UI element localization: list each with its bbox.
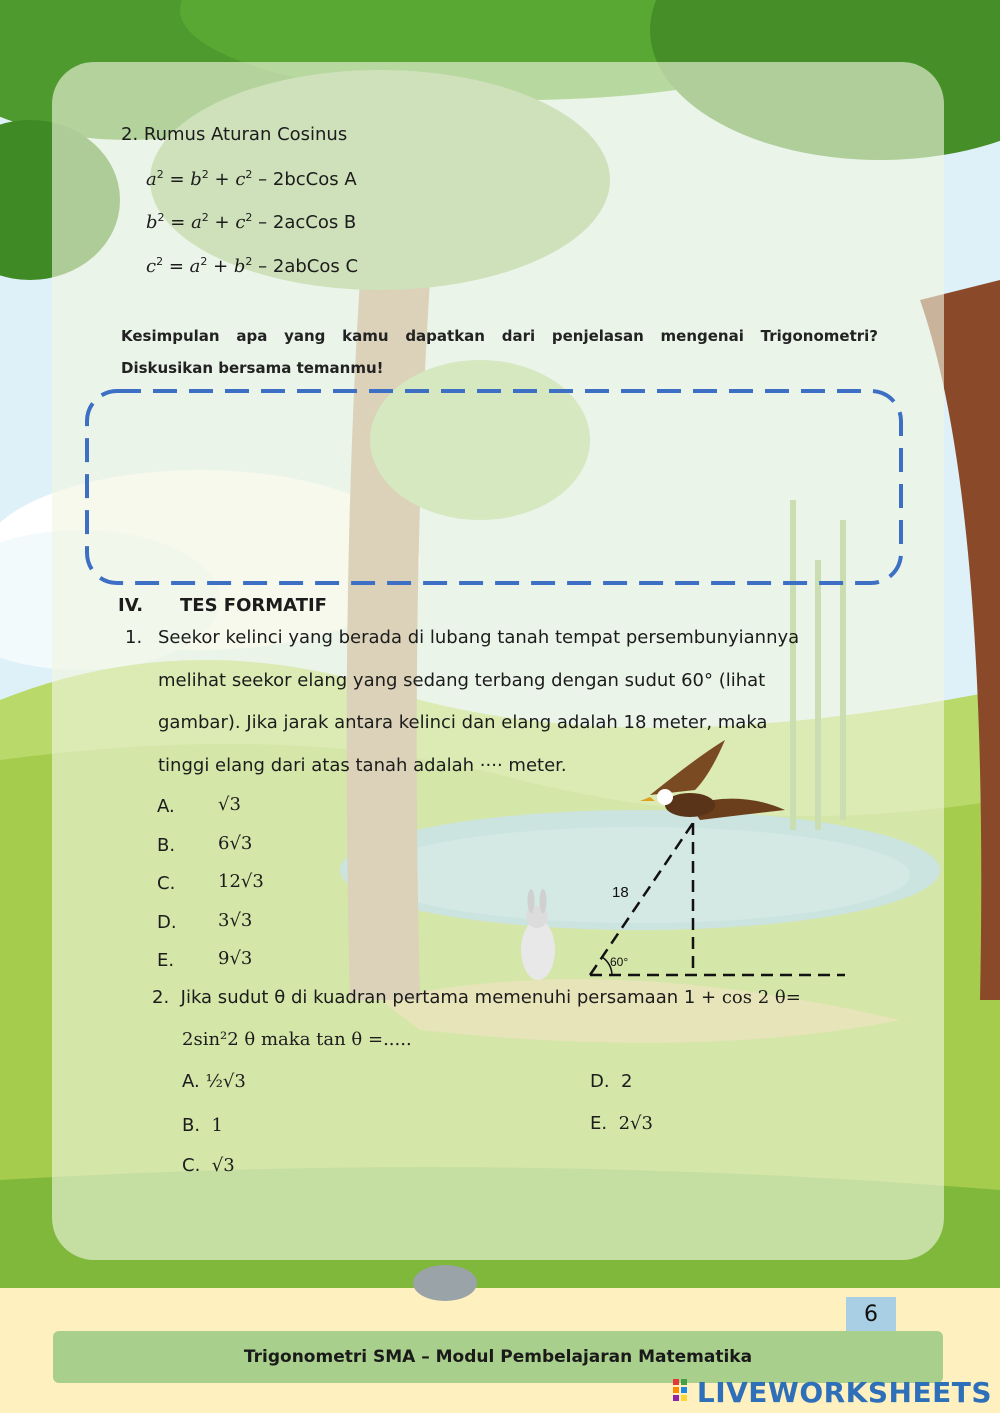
section-title-formative-test: IV. TES FORMATIF: [118, 595, 327, 616]
question-1-diagram: [500, 735, 860, 995]
question-1-text-line: Seekor kelinci yang berada di lubang tanah tempat persembunyiannya: [158, 627, 800, 648]
option-label: E.: [157, 950, 175, 971]
liveworksheets-logo[interactable]: LIVEWORKSHEETS: [673, 1376, 992, 1409]
option-value: √3: [218, 794, 241, 815]
option-value: 12√3: [218, 871, 264, 892]
option-label: B.: [157, 835, 176, 856]
question-2-text-line: 2sin²2 θ maka tan θ =.....: [182, 1029, 412, 1050]
liveworksheets-logo-icon: [673, 1379, 695, 1405]
hypotenuse-line: [590, 823, 693, 975]
option-value: 3√3: [218, 910, 253, 931]
question-2-option-a[interactable]: A. ½√3: [182, 1071, 246, 1092]
rabbit-icon: [521, 889, 555, 980]
distance-label: 18: [612, 884, 629, 901]
option-label: C.: [157, 873, 176, 894]
question-2-option-b[interactable]: B. 1: [182, 1115, 223, 1136]
option-value: 9√3: [218, 948, 253, 969]
question-2-option-c[interactable]: C. √3: [182, 1155, 235, 1176]
section-heading-cosine-rule: 2. Rumus Aturan Cosinus: [121, 124, 348, 145]
formula-cosine-a: $a^2 = b^2 + c^2$ – 2bcCos A: [146, 168, 357, 190]
formula-cosine-b: $b^2 = a^2 + c^2$ – 2acCos B: [146, 211, 357, 233]
option-value: 6√3: [218, 833, 253, 854]
question-2-text-line: 2. Jika sudut θ di kuadran pertama memenuhi persamaan 1 + cos 2 θ=: [152, 987, 801, 1008]
conclusion-prompt: Kesimpulan apa yang kamu dapatkan dari penjelasan mengenai Trigonometri? Diskusikan bersama temanmu!: [121, 327, 878, 377]
eagle-icon: [640, 740, 785, 820]
conclusion-answer-box[interactable]: [84, 388, 904, 586]
question-1-text-line: tinggi elang dari atas tanah adalah ···· meter.: [158, 755, 567, 776]
option-label: D.: [157, 912, 177, 933]
page-number: 6: [846, 1297, 896, 1333]
question-1-number: 1.: [125, 627, 143, 648]
question-2-option-e[interactable]: E. 2√3: [590, 1113, 653, 1134]
question-2-option-d[interactable]: D. 2: [590, 1071, 633, 1092]
question-1-text-line: melihat seekor elang yang sedang terbang dengan sudut 60° (lihat: [158, 670, 766, 691]
question-1-text-line: gambar). Jika jarak antara kelinci dan elang adalah 18 meter, maka: [158, 712, 768, 733]
option-label: A.: [157, 796, 175, 817]
footer-module-title: Trigonometri SMA – Modul Pembelajaran Matematika: [53, 1331, 943, 1383]
formula-cosine-c: $c^2 = a^2 + b^2$ – 2abCos C: [146, 255, 359, 277]
angle-label: 60°: [610, 955, 629, 969]
